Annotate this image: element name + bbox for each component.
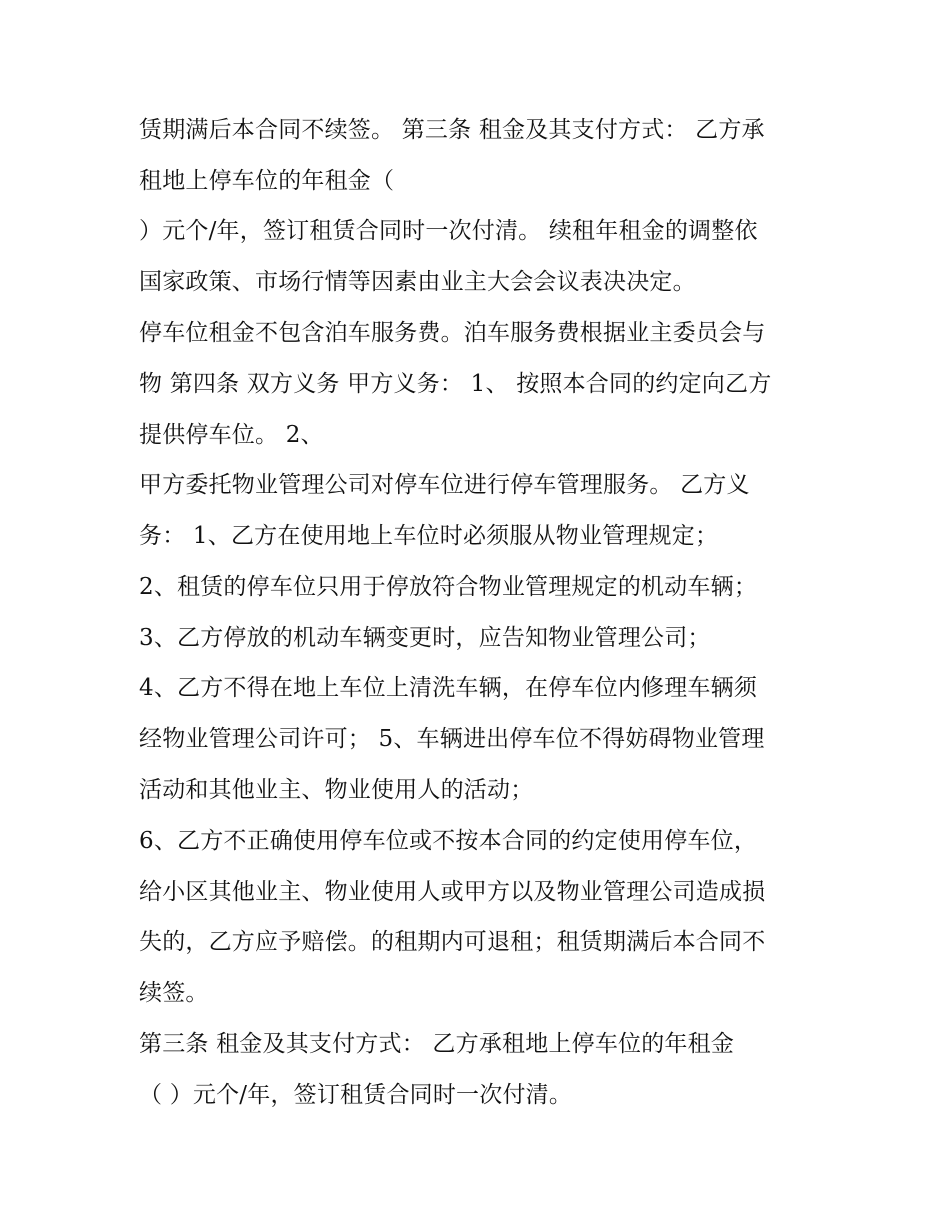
text-line: 停车位租金不包含泊车服务费。泊车服务费根据业主委员会与 (139, 320, 766, 346)
text-line: 提供停车位。 2、 (139, 422, 324, 448)
text-line: 给小区其他业主、物业使用人或甲方以及物业管理公司造成损 (139, 879, 766, 905)
text-line: 赁期满后本合同不续签。 第三条 租金及其支付方式： 乙方承 (139, 117, 765, 143)
text-line: 3、乙方停放的机动车辆变更时，应告知物业管理公司； (139, 625, 711, 651)
text-line: ）元个/年，签订租赁合同时一次付清。 续租年租金的调整依 (139, 218, 758, 244)
text-line: 失的，乙方应予赔偿。的租期内可退租；租赁期满后本合同不 (139, 929, 766, 955)
text-line: 6、乙方不正确使用停车位或不按本合同的约定使用停车位， (139, 828, 758, 854)
text-line: （ ）元个/年，签订租赁合同时一次付清。 (139, 1082, 573, 1108)
text-line: 租地上停车位的年租金（ (139, 168, 395, 194)
text-line: 经物业管理公司许可； 5、车辆进出停车位不得妨碍物业管理 (139, 726, 765, 752)
text-line: 4、乙方不得在地上车位上清洗车辆，在停车位内修理车辆须 (139, 675, 758, 701)
text-line: 2、租赁的停车位只用于停放符合物业管理规定的机动车辆； (139, 574, 758, 600)
text-line: 务： 1、乙方在使用地上车位时必须服从物业管理规定； (139, 523, 719, 549)
text-line: 活动和其他业主、物业使用人的活动； (139, 777, 534, 803)
text-line: 物 第四条 双方义务 甲方义务： 1、 按照本合同的约定向乙方 (139, 371, 772, 397)
text-line: 国家政策、市场行情等因素由业主大会会议表决决定。 (139, 269, 696, 295)
text-line: 续签。 (139, 980, 209, 1006)
text-line: 第三条 租金及其支付方式： 乙方承租地上停车位的年租金 (139, 1031, 735, 1057)
text-line: 甲方委托物业管理公司对停车位进行停车管理服务。 乙方义 (139, 472, 750, 498)
